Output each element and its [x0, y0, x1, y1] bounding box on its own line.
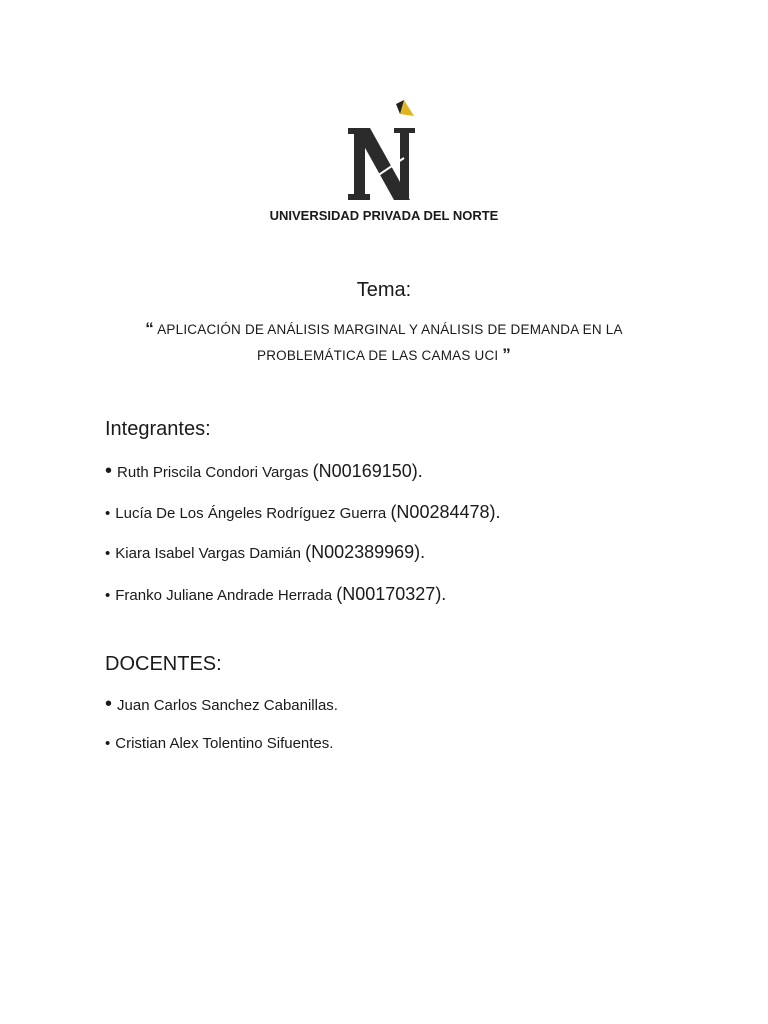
teachers-heading: DOCENTES:: [105, 653, 222, 675]
member-name: Franko Juliane Andrade Herrada: [115, 587, 333, 604]
close-quote: ”: [502, 345, 511, 364]
member-name: Lucía De Los Ángeles Rodríguez Guerra: [115, 505, 387, 522]
list-item: [105, 542, 425, 563]
teacher-name: Cristian Alex Tolentino Sifuentes.: [115, 735, 334, 752]
topic-title: [100, 316, 668, 368]
teacher-name: Juan Carlos Sanchez Cabanillas.: [117, 697, 338, 714]
bullet-icon: •: [105, 505, 111, 522]
university-logo: [344, 98, 424, 202]
members-heading: Integrantes:: [105, 418, 211, 440]
university-name: UNIVERSIDAD PRIVADA DEL NORTE: [269, 208, 499, 223]
bullet-icon: •: [105, 693, 113, 715]
member-id: (N00169150).: [312, 461, 423, 481]
member-name: Ruth Priscila Condori Vargas: [117, 464, 309, 481]
bullet-icon: •: [105, 735, 111, 752]
list-item: [105, 502, 501, 523]
topic-label: Tema:: [356, 279, 412, 301]
member-id: (N00170327).: [336, 584, 447, 604]
list-item: [105, 735, 333, 752]
bullet-icon: •: [105, 545, 111, 562]
bullet-icon: •: [105, 587, 111, 604]
member-id: (N00284478).: [390, 502, 501, 522]
list-item: [105, 460, 423, 483]
open-quote: “: [145, 319, 154, 338]
list-item: [105, 584, 446, 605]
list-item: [105, 693, 338, 716]
topic-title-line2: PROBLEMÁTICA DE LAS CAMAS UCI: [256, 348, 499, 363]
member-id: (N002389969).: [305, 542, 426, 562]
member-name: Kiara Isabel Vargas Damián: [115, 545, 301, 562]
bullet-icon: •: [105, 460, 113, 482]
topic-title-line1: APLICACIÓN DE ANÁLISIS MARGINAL Y ANÁLISIS DE DEMANDA EN LA: [157, 322, 623, 337]
